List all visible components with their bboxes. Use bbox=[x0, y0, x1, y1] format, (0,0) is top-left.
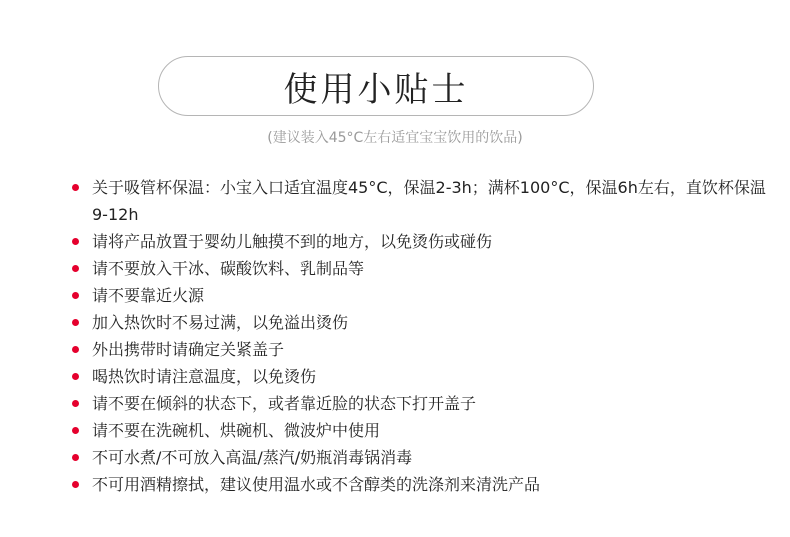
tip-item bbox=[70, 336, 770, 363]
tip-text: 加入热饮时不易过满，以免溢出烫伤 bbox=[92, 313, 349, 332]
tip-item bbox=[70, 282, 770, 309]
tip-text: 请将产品放置于婴幼儿触摸不到的地方，以免烫伤或碰伤 bbox=[92, 232, 493, 251]
tip-item bbox=[70, 174, 770, 228]
bullet-dot-icon bbox=[72, 184, 79, 191]
bullet-dot-icon bbox=[72, 265, 79, 272]
bullet-dot-icon bbox=[72, 481, 79, 488]
subtitle: (建议装入45°C左右适宜宝宝饮用的饮品) bbox=[267, 130, 523, 146]
tip-item bbox=[70, 255, 770, 282]
tip-item bbox=[70, 444, 770, 471]
bullet-dot-icon bbox=[72, 292, 79, 299]
tip-item bbox=[70, 309, 770, 336]
tip-text: 不可水煮/不可放入高温/蒸汽/奶瓶消毒锅消毒 bbox=[92, 448, 413, 467]
tip-item bbox=[70, 390, 770, 417]
tip-text: 不可用酒精擦拭，建议使用温水或不含醇类的洗涤剂来清洗产品 bbox=[92, 475, 541, 494]
tip-text: 请不要在倾斜的状态下，或者靠近脸的状态下打开盖子 bbox=[92, 394, 477, 413]
bullet-dot-icon bbox=[72, 319, 79, 326]
tip-text: 请不要在洗碗机、烘碗机、微波炉中使用 bbox=[92, 421, 381, 440]
title-pill bbox=[158, 56, 594, 116]
page-title: 使用小贴士 bbox=[283, 69, 469, 110]
bullet-dot-icon bbox=[72, 346, 79, 353]
bullet-dot-icon bbox=[72, 454, 79, 461]
bullet-dot-icon bbox=[72, 427, 79, 434]
tip-text: 关于吸管杯保温：小宝入口适宜温度45°C，保温2-3h；满杯100°C，保温6h左右，直饮杯保温9-12h bbox=[92, 178, 766, 224]
bullet-dot-icon bbox=[72, 400, 79, 407]
tip-item bbox=[70, 417, 770, 444]
tip-text: 请不要靠近火源 bbox=[92, 286, 205, 305]
tip-text: 请不要放入干冰、碳酸饮料、乳制品等 bbox=[92, 259, 365, 278]
tip-item bbox=[70, 471, 770, 498]
bullet-dot-icon bbox=[72, 238, 79, 245]
tip-item bbox=[70, 363, 770, 390]
tip-text: 喝热饮时请注意温度，以免烫伤 bbox=[92, 367, 317, 386]
tip-text: 外出携带时请确定关紧盖子 bbox=[92, 340, 285, 359]
bullet-dot-icon bbox=[72, 373, 79, 380]
tip-item bbox=[70, 228, 770, 255]
tips-list bbox=[70, 174, 770, 498]
